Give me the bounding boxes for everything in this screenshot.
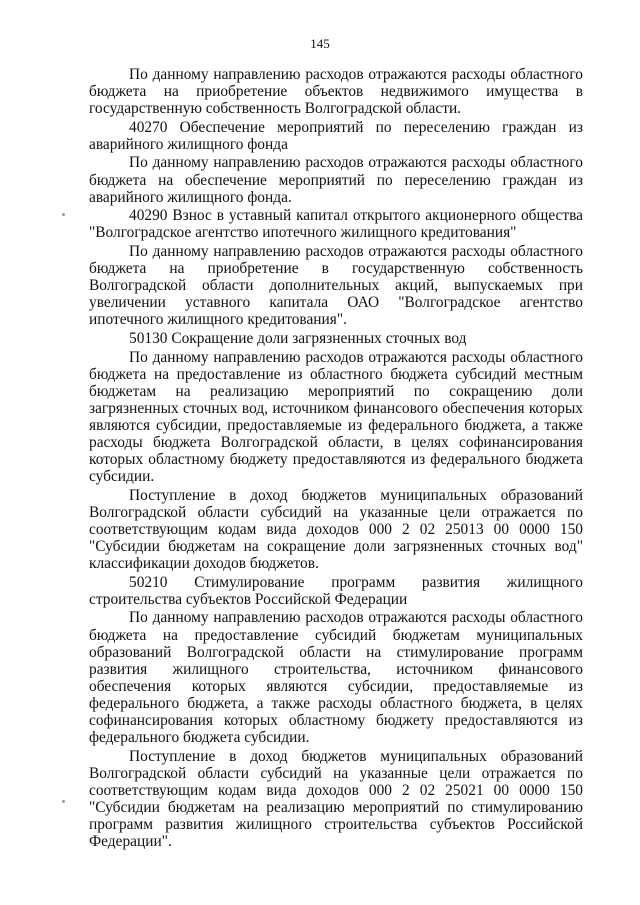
paragraph: По данному направлению расходов отражаются расходы областного бюджета на приобретение объектов недвижимого имущества в государственную собственность Волгоградской области. bbox=[89, 66, 583, 118]
section-heading-50210: 50210 Стимулирование программ развития жилищного строительства субъектов Российской Федерации bbox=[89, 573, 583, 608]
section-heading-40290: 40290 Взнос в уставный капитал открытого акционерного общества "Волгоградское агентство ипотечного жилищного кредитования" bbox=[89, 207, 583, 242]
paragraph: Поступление в доход бюджетов муниципальных образований Волгоградской области субсидий на указанные цели отражается по соответствующим кодам вида доходов 000 2 02 25021 00 0000 150 "Субсидии бюджетам на реализацию мероприятий по стимулированию программ развития жилищного строительства субъектов Российской Федерации". bbox=[89, 747, 583, 851]
document-body bbox=[89, 66, 583, 852]
page-number: 145 bbox=[310, 36, 330, 51]
paragraph: Поступление в доход бюджетов муниципальных образований Волгоградской области субсидий на указанные цели отражается по соответствующим кодам вида доходов 000 2 02 25013 00 0000 150 "Субсидии бюджетам на сокращение доли загрязненных сточных вод" классификации доходов бюджетов. bbox=[89, 486, 583, 573]
paragraph: По данному направлению расходов отражаются расходы областного бюджета на обеспечение мероприятий по переселению граждан из аварийного жилищного фонда. bbox=[89, 154, 583, 206]
paragraph: По данному направлению расходов отражаются расходы областного бюджета на приобретение в государственную собственность Волгоградской области дополнительных акций, выпускаемых при увеличении уставного капитала ОАО "Волгоградское агентство ипотечного жилищного кредитования". bbox=[89, 242, 583, 329]
paragraph: По данному направлению расходов отражаются расходы областного бюджета на предоставление из областного бюджета субсидий местным бюджетам на реализацию мероприятий по сокращению доли загрязненных сточных вод, источником финансового обеспечения которых являются субсидии, предоставляемые из федерального бюджета, а также расходы бюджета Волгоградской области, в целях софинансирования которых областному бюджету предоставляются из федерального бюджета субсидии. bbox=[89, 348, 583, 486]
scan-speck bbox=[62, 213, 65, 216]
scan-speck bbox=[62, 800, 65, 803]
section-heading-50130: 50130 Сокращение доли загрязненных сточных вод bbox=[129, 329, 467, 347]
paragraph: По данному направлению расходов отражаются расходы областного бюджета на предоставление субсидий бюджетам муниципальных образований Волгоградской области на стимулирование программ развития жилищного строительства, источником финансового обеспечения которых являются субсидии, предоставляемые из федерального бюджета, а также расходы областного бюджета, в целях софинансирования которых областному бюджету предоставляются из федерального бюджета субсидии. bbox=[89, 609, 583, 747]
section-heading-40270: 40270 Обеспечение мероприятий по переселению граждан из аварийного жилищного фонда bbox=[89, 118, 583, 153]
